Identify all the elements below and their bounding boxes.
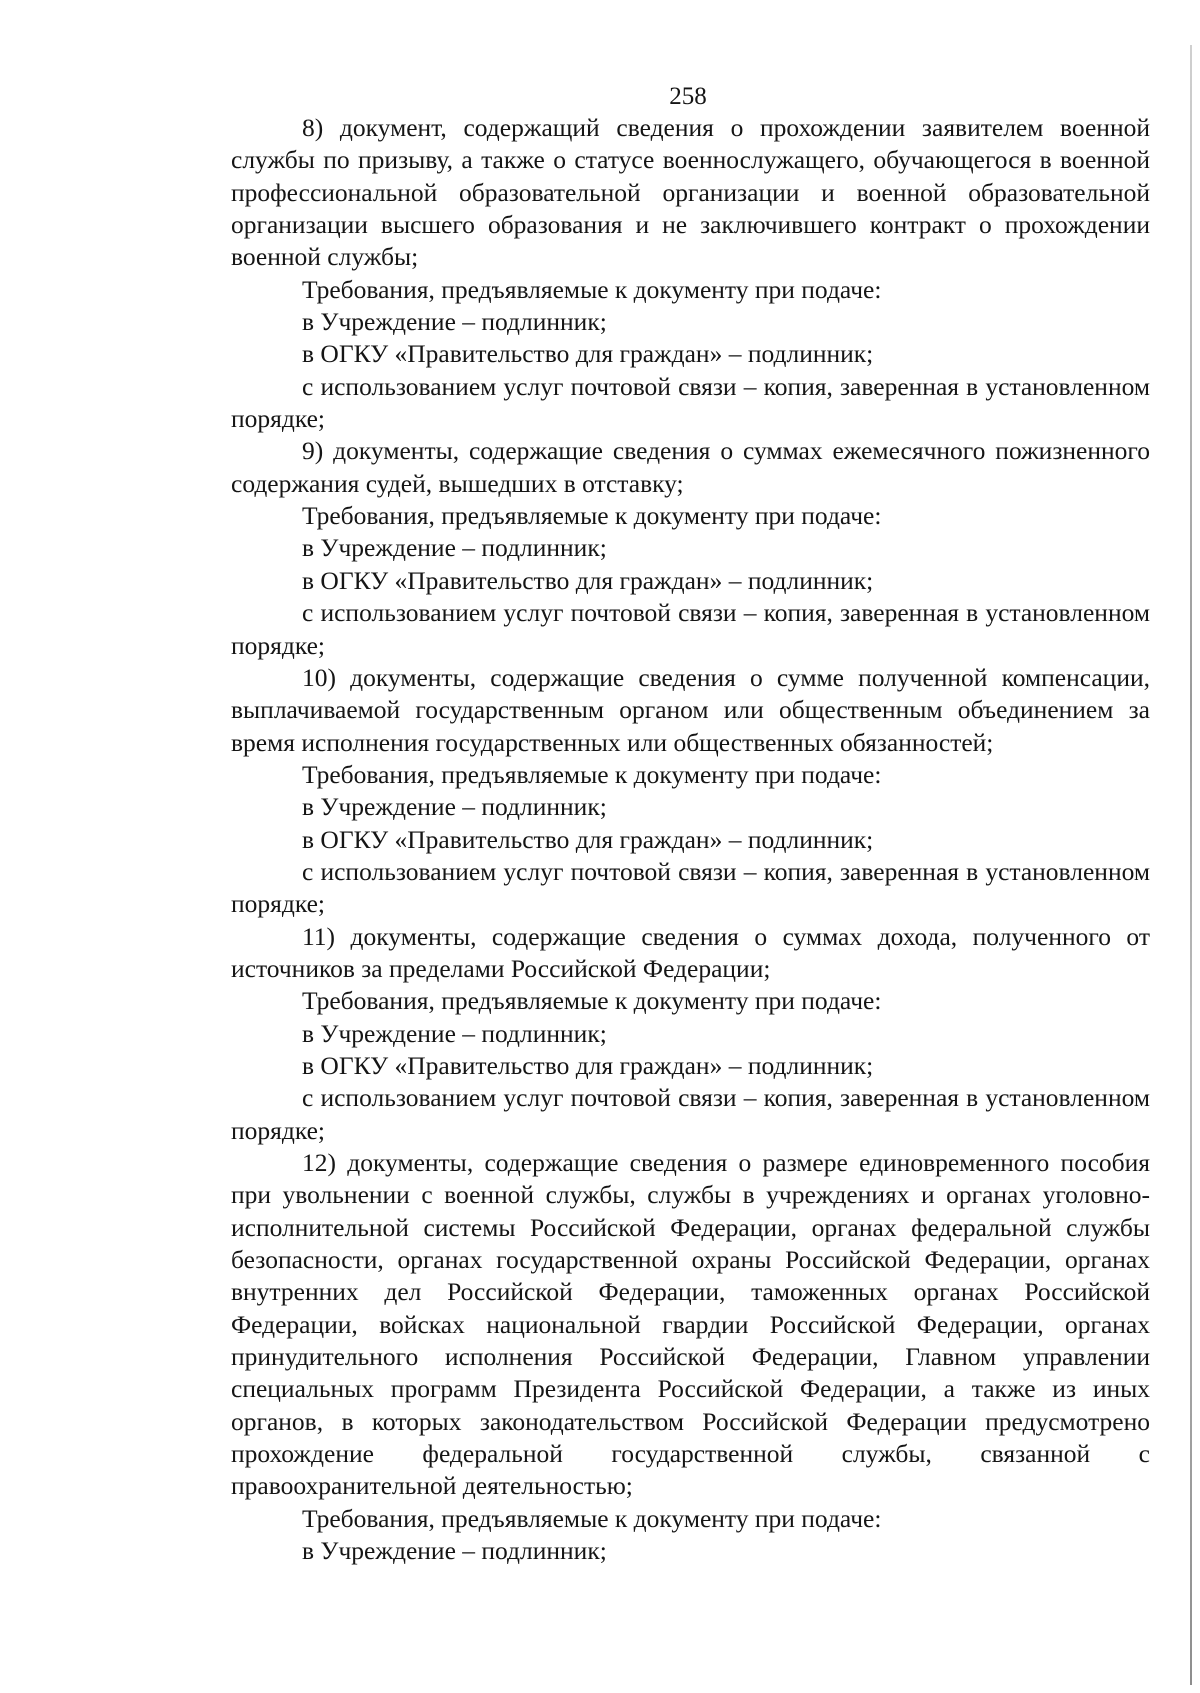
requirement-ogku: в ОГКУ «Правительство для граждан» – подлинник; <box>302 824 874 854</box>
paragraph-item-10: 10) документы, содержащие сведения о сумме полученной компенсации, выплачиваемой государственным органом или общественным объединением за время исполнения государственных или общественных обязанностей; <box>231 662 1150 757</box>
requirements-heading: Требования, предъявляемые к документу при подаче: <box>302 986 882 1016</box>
page-number: 258 <box>669 83 707 110</box>
requirement-institution: в Учреждение – подлинник; <box>302 307 607 337</box>
requirement-institution: в Учреждение – подлинник; <box>302 1536 607 1566</box>
paragraph-item-8: 8) документ, содержащий сведения о прохождении заявителем военной службы по призыву, а также о статусе военнослужащего, обучающегося в военной профессиональной образовательной организации и военной образовательной организации высшего образования и не заключившего контракт о прохождении военной службы; <box>231 113 1150 272</box>
paragraph-item-9: 9) документы, содержащие сведения о суммах ежемесячного пожизненного содержания судей, вышедших в отставку; <box>231 436 1150 498</box>
scan-edge-line <box>1190 45 1192 1685</box>
requirements-heading: Требования, предъявляемые к документу при подаче: <box>302 501 882 531</box>
requirements-heading: Требования, предъявляемые к документу при подаче: <box>302 759 882 789</box>
requirement-institution: в Учреждение – подлинник; <box>302 533 607 563</box>
requirements-heading: Требования, предъявляемые к документу при подаче: <box>302 1503 882 1533</box>
requirement-institution: в Учреждение – подлинник; <box>302 1018 607 1048</box>
paragraph-item-11: 11) документы, содержащие сведения о суммах дохода, полученного от источников за пределами Российской Федерации; <box>231 921 1150 983</box>
requirement-postal: с использованием услуг почтовой связи – копия, заверенная в установленном порядке; <box>231 371 1150 434</box>
requirement-postal: с использованием услуг почтовой связи – копия, заверенная в установленном порядке; <box>231 856 1150 919</box>
requirement-ogku: в ОГКУ «Правительство для граждан» – подлинник; <box>302 339 874 369</box>
requirement-institution: в Учреждение – подлинник; <box>302 792 607 822</box>
requirement-postal: с использованием услуг почтовой связи – копия, заверенная в установленном порядке; <box>231 1083 1150 1145</box>
requirement-ogku: в ОГКУ «Правительство для граждан» – подлинник; <box>302 565 874 595</box>
requirements-heading: Требования, предъявляемые к документу при подаче: <box>302 274 882 304</box>
paragraph-item-12: 12) документы, содержащие сведения о размере единовременного пособия при увольнении с военной службы, службы в учреждениях и органах уголовно-исполнительной системы Российской Федерации, органах федеральной службы безопасности, органах государственной охраны Российской Федерации, органах внутренних дел Российской Федерации, таможенных органах Российской Федерации, войсках национальной гвардии Российской Федерации, органах принудительного исполнения Российской Федерации, Главном управлении специальных программ Президента Российской Федерации, а также из иных органов, в которых законодательством Российской Федерации предусмотрено прохождение федеральной государственной службы, связанной с правоохранительной деятельностью; <box>231 1148 1150 1501</box>
requirement-ogku: в ОГКУ «Правительство для граждан» – подлинник; <box>302 1050 874 1080</box>
document-body <box>231 112 1150 1567</box>
requirement-postal: с использованием услуг почтовой связи – копия, заверенная в установленном порядке; <box>231 598 1150 660</box>
